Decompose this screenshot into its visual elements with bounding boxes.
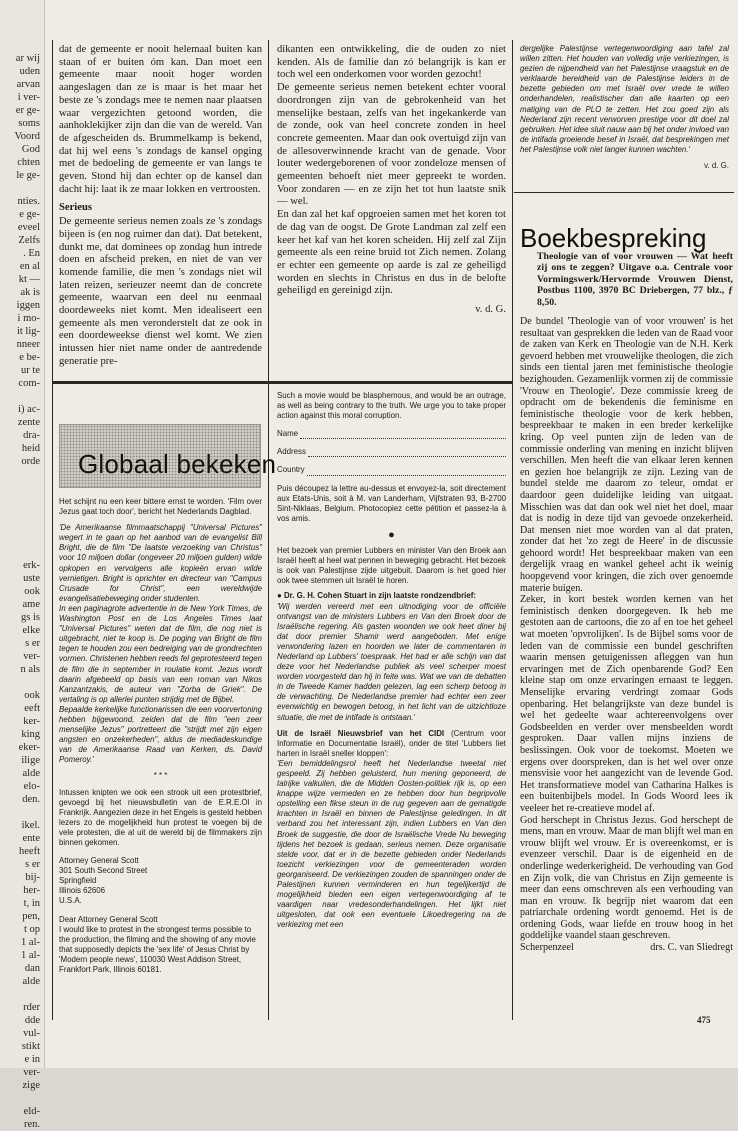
gutter-text-fragment: eeft	[24, 703, 40, 714]
gutter-text-fragment: elo-	[23, 781, 40, 792]
gutter-text-fragment: ak is	[20, 287, 40, 298]
section-divider-right	[514, 192, 734, 193]
page-number: 475	[697, 1015, 711, 1025]
gutter-text-fragment: s er	[25, 859, 40, 870]
gutter-text-fragment: 1 al-	[21, 950, 40, 961]
gutter-text-fragment: i ver-	[17, 92, 40, 103]
cohen-quote: 'Wij werden vereerd met een uitnodiging voor de officiële ontvangst van de ministers Lubbers en Van den Broek door de Israëlische regering. Als gasten woonden we ook heet diner bij dat door premier Shamir werd aangeboden. Met enige verwondering lazen en hoorden we later de commentaren in Nederland op Lubbers' toespraak. Het had er alle schijn van dat deze voor het Nederlandse publiek als veel scherper moest worden voorgesteld dan hij in feite was. Wat we van de debatten in de Tweede Kamer hadden gelezen, lag een scherp betoog in de verwachting. De Nederlandse premier had echter een zeer evenwichtig en bewogen betoog, in het licht van de uitzichtloze situatie, die met de intifade is ontstaan.'	[277, 601, 506, 722]
section-heading-serieus: Serieus	[59, 202, 92, 214]
globaal-quote: 'De Amerikaanse filmmaatschappij "Universal Pictures" wegert in te gaan op het aanbod van de evangelist Bill Bright, die de film "De laatste verzoeking van Christus" voor 10 miljoen dollar (ongeveer 20 miljoen gulden) wilde opkopen en vervolgens alle kopieën ervan wilde vernietigen. Bright is oprichter en directeur van "Campus Crusade for Christ", een wereldwijde evangelisatiebeweging onder studenten.	[59, 523, 262, 603]
gutter-text-fragment: God	[21, 144, 40, 155]
gutter-text-fragment: chten	[17, 157, 40, 168]
gutter-text-fragment: e be-	[19, 352, 40, 363]
gutter-text-fragment: iggen	[16, 300, 40, 311]
article-paragraph: De gemeente serieus nemen betekent echter vooral doordrongen zijn van de gebrokenheid van het menselijke bestaan, zelfs van het ingekankerde van de zonde, ook van heel concrete zonden in heel concrete gemeenten. Maar dan ook overtuigd zijn van de allesoverwinnende kracht van de genade. Voor louter wedergeborenen of voor zondeloze mensen of gemeenten behoeft niet meer gepreekt te worden. Voor zondaren — en ze zijn het tot hun laatste snik — wel.	[277, 82, 506, 208]
gutter-text-fragment: ikel.	[21, 820, 40, 831]
address-line: Springfield	[59, 876, 97, 886]
quote-paragraph: dergelijke Palestijnse vertegenwoordiging aan tafel zal willen zitten. Het houden van volledig vrije verkiezingen, is gezien de nijpendheid van het Palestijnse vraagstuk en de verklaarde bereidheid van de Palestijnse leiders in de bezette gebieden om met Israël over vrede te willen onderhandelen, realistischer dan alle kaarten op een matiging van de PLO te zetten. Het zou goed zijn als Nederland zijn recent verworven prestige voor dit doel zal gebruiken. Het idee sluit nauw aan bij het onder invloed van de intifada groeiende besef in Israël, dat besprekingen met het Palestijnse volk niet langer kunnen wachten.'	[520, 44, 729, 154]
author-signature: v. d. G.	[704, 161, 729, 171]
gutter-text-fragment: ver-	[23, 651, 40, 662]
gutter-text-fragment: eld-	[23, 1106, 40, 1117]
cohen-heading: ● Dr. G. H. Cohen Stuart in zijn laatste rondzendbrief:	[277, 591, 476, 601]
address-block	[59, 856, 262, 906]
gutter-text-fragment: bij-	[25, 872, 40, 883]
column-2-top	[277, 44, 506, 378]
article-paragraph: dikanten een ontwikkeling, die de ouden zo niet kenden. Als de familie dan zó belangrijk is kan er toch wel een onderkomen voor worden gezocht!	[277, 44, 506, 81]
gutter-text-fragment: ook	[24, 586, 40, 597]
gutter-text-fragment: e in	[24, 1054, 40, 1065]
gutter-text-fragment: e ge-	[19, 209, 40, 220]
gutter-text-fragment: kt —	[18, 274, 40, 285]
globaal-paragraph: Intussen knipten we ook een strook uit een protestbrief, gevoegd bij het nieuwsbulletin van de E.R.E.Ol in Frankrijk. Aangezien deze in het Engels is gesteld hebben lezers zo de mogelijkheid hun protest te voegen bij de vele protesten, die al uit de wereld bij de filmmakers zijn binnen gekomen.	[59, 787, 262, 847]
gutter-text-fragment: dra-	[23, 430, 40, 441]
gutter-text-fragment: elke	[22, 625, 40, 636]
form-line-address[interactable]	[277, 447, 506, 457]
column-rule-middle	[268, 40, 269, 1020]
gutter-text-fragment: nties.	[17, 196, 40, 207]
author-signature: v. d. G.	[475, 304, 506, 316]
gutter-text-fragment: heid	[21, 443, 40, 454]
gutter-text-fragment: Voord	[14, 131, 40, 142]
form-dotted-line	[308, 448, 506, 457]
column-3-top	[520, 44, 729, 190]
gutter-text-fragment: ur te	[21, 365, 40, 376]
french-instructions: Puis découpez la lettre au-dessus et envoyez-la, soit directement aux Etats-Unis, soit à M. van Landerham, Vijfstraten 93, B-2700 Sint-Niklaas, Belgium. Photocopiez cette pétition et passez-la à vos amis.	[277, 483, 506, 523]
column-1-top	[59, 44, 262, 378]
form-label: Country	[277, 465, 305, 475]
column-rule-left	[52, 40, 53, 1020]
gutter-text-fragment: orde	[21, 456, 40, 467]
gutter-text-fragment: it lig-	[16, 326, 40, 337]
gutter-text-fragment: 1 al-	[21, 937, 40, 948]
review-paragraph: God herschept in Christus Jezus. God herschept de mens, man en vrouw. Maar de man blijft wel man en vrouw blijft wel vrouw. Er is overeenkomst, er is evenzeer verschil. Daar is de eigenheid en de onderlinge wederkerigheid. De verhouding van God en Zijn volk, die van Christus en Zijn gemeente is meer dan eens omschreven als een verhouding van man en vrouw. Ik begrijp niet waarom dat een patriarchale ordening wordt genoemd. Het is de ordening Gods, waar liefde en trouw hoog in het goddelijke vaandel staan geschreven.	[520, 814, 733, 942]
gutter-text-fragment: heeft	[19, 846, 40, 857]
gutter-text-fragment: alde	[22, 976, 40, 987]
protest-letter: Dear Attorney General Scott I would like to protest in the strongest terms possible to the production, the filming and the showing of any movie that supposedly depicts the 'sex life' of Jesus Christ by 'Modern people news', 110030 West Addison Street, Frankfort Park, Illinois 60181.	[59, 914, 256, 975]
gutter-text-fragment: zente	[17, 417, 40, 428]
form-dotted-line	[300, 430, 506, 439]
gutter-text-fragment: zige	[22, 1080, 40, 1091]
bullet-separator: ●	[388, 528, 395, 541]
gutter-text-fragment: soms	[18, 118, 40, 129]
article-paragraph: En dan zal het kaf opgroeien samen met het koren tot de dag van de oogst. De Grote Landman zal zelf een keer het kaf van het koren scheiden. Hij zelf zal Zijn gemeente als een reine bruid tot Zich nemen. Zolang er echter een gemeente op aarde is zal ze geheiligd worden en slechts in Christus en dus in de belofte geheiligd en gereinigd zijn.	[277, 209, 506, 297]
gutter-text-fragment: dan	[24, 963, 40, 974]
gutter-text-fragment: den.	[22, 794, 40, 805]
previous-page-edge	[0, 0, 45, 1130]
gutter-text-fragment: stikt	[21, 1041, 40, 1052]
separator-stars: * * *	[153, 771, 168, 781]
gutter-text-fragment: erk-	[23, 560, 40, 571]
form-label: Address	[277, 447, 306, 457]
gutter-text-fragment: ame	[22, 599, 40, 610]
gutter-text-fragment: ker-	[23, 716, 40, 727]
lubbers-paragraph: Het bezoek van premier Lubbers en minister Van den Broek aan Israël heeft al heel wat pennen in beweging gebracht. Het bezoek is ook van Palestijnse zijde uitgebuit. Daarom is het goed hier ook twee stemmen uit Israël te horen.	[277, 546, 506, 586]
gutter-text-fragment: uden	[19, 66, 40, 77]
gutter-text-fragment: dde	[24, 1015, 40, 1026]
column-2-lower	[277, 391, 506, 1021]
gutter-text-fragment: eker-	[18, 742, 40, 753]
gutter-text-fragment: alde	[22, 768, 40, 779]
address-line: Attorney General Scott	[59, 856, 139, 866]
gutter-text-fragment: ar wij	[15, 53, 40, 64]
article-paragraph: dat de gemeente er nooit helemaal buiten kan staan of er buiten óm kan. Dan moet een gemeente maar nooit hoger worden aangeslagen dan ze is maar is het maar het beste ze 's zondags mee te nemen naar plaatsen waar vergezichten getoond worden, die aanhoklekijker zijn dan die van de wereld. Van de afgescheiden ds. Brummelkamp is bekend, dat hij wel eens 's zondags de kansel opging met de bedoeling de gemeente er van langs te geven. Stond hij dan echter op de kansel dan dacht hij: laat ik ze maar lokken en vertroosten.	[59, 44, 262, 195]
cidi-subheading: (Centrum voor Informatie en Documentatie Israël), onder de titel 'Lubbers liet harten in Israël sneller kloppen':	[277, 728, 506, 758]
section-divider-top	[52, 381, 512, 384]
gutter-text-fragment: er ge-	[15, 105, 40, 116]
column-rule-right	[512, 40, 513, 1020]
gutter-text-fragment: ente	[22, 833, 40, 844]
gutter-text-fragment: rder	[23, 1002, 40, 1013]
gutter-text-fragment: s er	[25, 638, 40, 649]
form-line-name[interactable]	[277, 429, 506, 439]
gutter-text-fragment: ook	[24, 690, 40, 701]
book-details: Theologie van of voor vrouwen — Wat heeft zij ons te zeggen? Uitgave o.a. Centrale voor Vormingswerk/Hervormde Vrouwen Dienst, Postbus 1100, 3970 BC Driebergen, 77 blz., ƒ 8,50.	[537, 251, 733, 308]
gutter-text-fragment: her-	[23, 885, 40, 896]
address-line: U.S.A.	[59, 896, 82, 906]
gutter-text-fragment: ver-	[23, 1067, 40, 1078]
column-3-boekbespreking	[520, 316, 733, 1021]
gutter-text-fragment: king	[21, 729, 40, 740]
gutter-text-fragment: n als	[20, 664, 40, 675]
gutter-text-fragment: uste	[23, 573, 40, 584]
gutter-text-fragment: nneer	[16, 339, 40, 350]
section-title-globaal-bekeken: Globaal bekeken	[78, 449, 277, 479]
review-signature	[520, 942, 733, 954]
gutter-text-fragment: pen,	[22, 911, 40, 922]
protest-letter-continued: Such a movie would be blasphemous, and would be an outrage, as well as being contrary to the truth. We urge you to take proper action against this moral corruption.	[277, 391, 506, 421]
gutter-text-fragment: arvan	[16, 79, 40, 90]
globaal-quote: Bepaalde kerkelijke functionarissen die een voorvertoning hebben bijgewoond, zeiden dat de film "een zeer menselijke Jezus" portretteert die "strijdt met zijn eigen angsten en onzekerheden", aldus de mediadeskundige van de Amerikaanse Raad van Kerken, ds. David Pomeroy.'	[59, 704, 262, 765]
author-name: drs. C. van Sliedregt	[650, 942, 733, 954]
review-paragraph: Zeker, in kort bestek worden kernen van het feministisch denken doorgegeven. Ik heb me gestoten aan de cartoons, die zo af en toe het geheel wat moeten 'opvrolijken'. Is de Bijbel soms voor de leden van de commissie een bundel geschriften waarin mensen getuigenissen afleggen van hun ervaringen met de Zich openbarende God? Een kleine stap om onze ervaringen ernaast te leggen. Menselijke ervaring verdringt zomaar Gods openbaring. Het belangrijkste van deze bundel is wel het gedeelte waar achtereenvolgens over Godsbeelden en verder over mensbeelden wordt gesproken. Daar vallen mijns inziens de beslissingen. Ook voor de toekomst. Moeten we ergens over doorspreken, dan is het wel over onze mensvisie voor het aangezicht van de levende God. Het transformatieve model van Catharina Halkes is een buitenbijbels model. In Gods Woord lees ik veeleer het re-creatieve model af.	[520, 594, 733, 814]
cidi-heading: Uit de Israël Nieuwsbrief van het CIDI	[277, 728, 445, 738]
cidi-quote: 'Een bemiddelingsrol heeft het Nederlandse tweetal niet gespeeld. Zij hebben geluisterd, hun mening geponeerd, de talrijke valkuilen, die de Midden Oosten-politiek rijk is, op een knappe wijze vermeden en ze hebben door hun begripvolle opstelling een fikse steun in de rug gegeven aan de gematigde krachten in Israël en binnen de Palestijnse geledingen. In dit verband zou het interessant zijn, indien Lubbers en Van den Broek de suggestie, die door de Israëlische Vrede Nu beweging tijdens het bezoek is gedaan, serieus nemen. Deze organisatie stelde voor, dat er in de bezette gebieden onder Nederlands toezicht verkiezingen voor de gemeenteraden worden georganiseerd. De verkiezingen zouden de spanningen onder de Palestijnen kunnen verminderen en hun tegelijkertijd de mogelijkheid bieden een eigen vertegenwoordiging af te vaardigen naar vredesonderhandelingen. Het lijkt niet uitgesloten, dat ook een eventuele Likoedregering na de verkiezing met een	[277, 758, 506, 930]
form-dotted-line	[307, 467, 506, 476]
globaal-intro: Het schijnt nu een keer bittere ernst te worden. 'Film over Jezus gaat toch door', bericht het Nederlands Dagblad.	[59, 497, 262, 517]
gutter-text-fragment: com-	[18, 378, 40, 389]
gutter-text-fragment: en al	[19, 261, 40, 272]
article-paragraph: De gemeente serieus nemen zoals ze 's zondags bijeen is (en nog ruimer dan dat). Dat betekent, dunkt me, dat dominees op zondag hun intrede doen en afscheid preken, en niet de van ver komende familie, die men 's zondags niet wil laten reizen, serieuzer neemt dan de concrete gemeente, waarvan een deel nu eenmaal doordeweeks niet komt. Men idealiseert een gemeente als men veronderstelt dat ze ook in een doordeweekse dienst wel komt. We zien intussen hier niet name onder de aantredende generatie pre-	[59, 216, 262, 367]
form-line-country[interactable]	[277, 465, 506, 475]
globaal-quote: In een paginagrote advertentie in de New York Times, de Washington Post en de Los Angeles Times laat "Universal Pictures" weten dat de film, die nog niet is uitgebracht, niet te koop is. De poging van Bright de film tegen te houden zou een bedreiging van de grondrechten vormen. Christenen hebben reeds fel geprotesteerd tegen de film die in september in roulatie komt. Jezus wordt daarin afgebeeld op basis van een roman van Nikos Kanzantzakis, de auteur van "Zorba de Griek". De vertaling is op allerlei punten strijdig met de Bijbel.	[59, 603, 262, 704]
gutter-text-fragment: vul-	[23, 1028, 40, 1039]
section-title-boekbespreking: Boekbespreking	[520, 223, 707, 253]
gutter-text-fragment: gs is	[21, 612, 40, 623]
gutter-text-fragment: i mo-	[17, 313, 40, 324]
gutter-text-fragment: eveel	[17, 222, 40, 233]
gutter-text-fragment: ilige	[21, 755, 40, 766]
review-paragraph: De bundel 'Theologie van of voor vrouwen' is het resultaat van gesprekken die leden van de Raad voor de zaken van Kerk en Theologie van de N.H. Kerk gevoerd hebben met vrouwelijke theologen, die zich sinds een tiental jaren met feministische theologie bezighouden. Gezamenlijk vormen zij de commissie 'Vrouw en Theologie'. Deze commissie kreeg de opdracht om de bekendenis die feminisme en feministische theologie voor de kerk hebben, bespreekbaar te maken in een breder kerkelijke kring. Op veel punten zijn de leden van de commissie onderling van mening en inzicht blijven verschillen. Men heeft die van elkaar leren kennen en gezien hoe belangrijk ze zijn. Lezing van de bundel stelde me daarom zo teleur, omdat er daardoor geen duidelijke leiding van uitgaat. Misschien was dat dan ook wel niet het doel, maar dat is nodig in deze tijd van gevoede onzekerheid. Dat mensen niet moe worden van al dat praten, zonder dat het 'zo zegt de Heere' in de discussie gehoord wordt! Het bespreekbaar maken van een dergelijk vraag en wankel geheel acht ik weinig hoopgevend voor kringen, die zich over genoemde materie buigen.	[520, 316, 733, 594]
column-1-globaal	[59, 497, 262, 1021]
form-label: Name	[277, 429, 299, 439]
author-location: Scherpenzeel	[520, 942, 574, 954]
address-line: Illinois 62606	[59, 886, 106, 896]
gutter-text-fragment: le ge-	[16, 170, 40, 181]
gutter-text-fragment: t, in	[23, 898, 40, 909]
gutter-text-fragment: Zelfs	[18, 235, 40, 246]
gutter-text-fragment: . En	[23, 248, 40, 259]
address-line: 301 South Second Street	[59, 866, 148, 876]
gutter-text-fragment: i) ac-	[18, 404, 40, 415]
gutter-text-fragment: ren.	[23, 1119, 40, 1130]
gutter-text-fragment: t op	[23, 924, 40, 935]
